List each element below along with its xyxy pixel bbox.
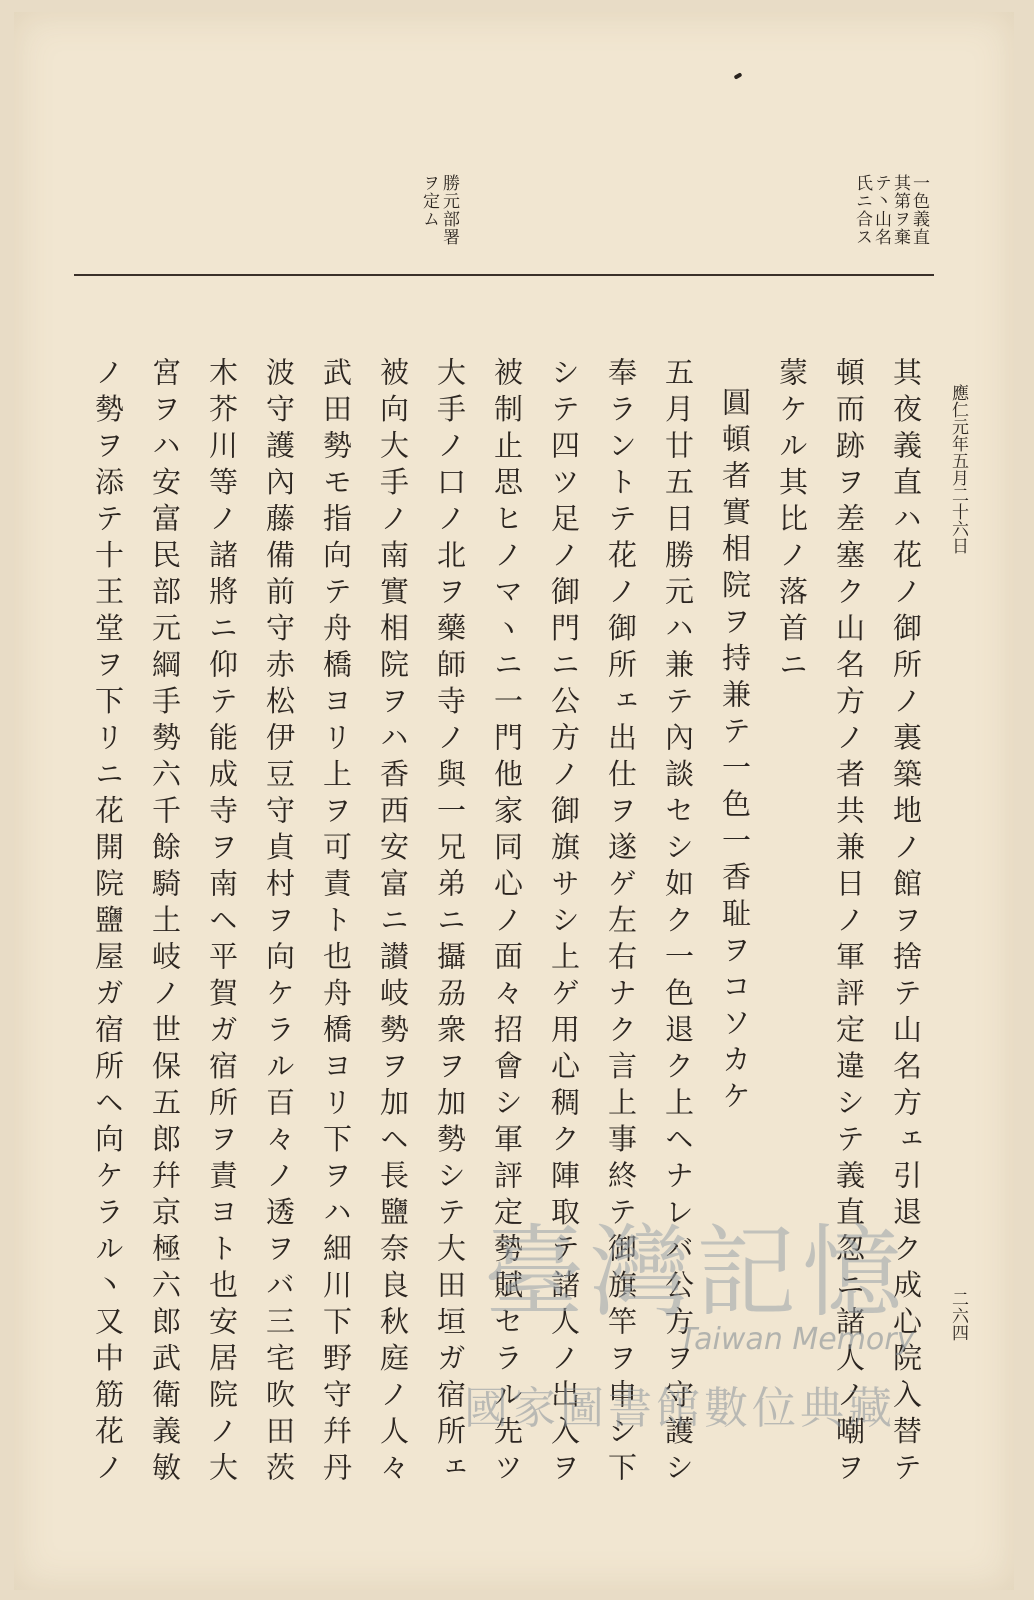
side-note-1: 一色義直 <box>909 174 929 246</box>
side-note-2: 其第ヲ棄 <box>890 174 910 246</box>
text-column-9: 大手ノ口ノ北ヲ藥師寺ノ與一兄弟ニ攝刕衆ヲ加勢シテ大田垣ガ宿所ェ <box>433 357 467 1489</box>
watermark-org: 國家圖書館數位典藏 <box>464 1383 896 1434</box>
text-column-8: 被制止思ヒノマヽニ一門他家同心ノ面々招會シ軍評定勢賦セラル先ツ <box>490 357 524 1489</box>
text-column-7: シテ四ツ足ノ御門ニ公方ノ御旗サシ上ゲ用心稠ク陣取テ諸人ノ出入ヲ <box>547 357 581 1489</box>
watermark-title: 臺灣記憶 <box>484 1214 908 1331</box>
text-column-12: 波守護內藤備前守赤松伊豆守貞村ヲ向ケラル百々ノ透ヲバ三宅吹田茨 <box>262 357 296 1489</box>
running-head: 應仁元年五月二十六日 <box>948 384 968 554</box>
text-column-2: 頓而跡ヲ差塞ク山名方ノ者共兼日ノ軍評定違シテ義直忽ニ諸人ノ嘲ヲ <box>832 357 866 1489</box>
header-rule <box>74 274 934 276</box>
side-note-3: テ丶山名 <box>871 174 891 246</box>
text-column-15: ノ勢ヲ添テ十王堂ヲ下リニ花開院鹽屋ガ宿所ヘ向ケラル丶又中筋花ノ <box>91 357 125 1489</box>
text-column-6: 奉ラントテ花ノ御所ェ出仕ヲ遂ゲ左右ナク言上事終テ御旗竿ヲ申シ下 <box>604 357 638 1489</box>
page-number: 二六四 <box>948 1290 968 1341</box>
text-column-14: 宮ヲハ安富民部元綱手勢六千餘騎土岐ノ世保五郎幷京極六郎武衛義敏 <box>148 357 182 1489</box>
watermark-subtitle: Taiwan Memory <box>679 1322 915 1357</box>
side-note-4: 氏ニ合ス <box>852 174 872 246</box>
ink-speck <box>734 72 743 79</box>
text-column-10: 被向大手ノ南實相院ヲハ香西安富ニ讃岐勢ヲ加ヘ長鹽奈良秋庭ノ人々 <box>376 357 410 1489</box>
side-note-5: 勝元部署 <box>439 174 459 246</box>
text-column-5: 五月廿五日勝元ハ兼テ內談セシ如ク一色退ク上ヘナレバ公方ヲ守護シ <box>661 357 695 1489</box>
book-page <box>14 12 1014 1590</box>
text-column-4: 圓頓者實相院ヲ持兼テ一色一香耻ヲコソカケ <box>718 387 752 1117</box>
text-column-3: 蒙ケル其比ノ落首ニ <box>775 357 809 686</box>
text-column-1: 其夜義直ハ花ノ御所ノ裏築地ノ館ヲ捨テ山名方ェ引退ク成心院入替テ <box>889 357 923 1489</box>
text-column-13: 木芥川等ノ諸將ニ仰テ能成寺ヲ南ヘ平賀ガ宿所ヲ責ヨト也安居院ノ大 <box>205 357 239 1489</box>
text-column-11: 武田勢モ指向テ舟橋ヨリ上ヲ可責ト也舟橋ヨリ下ヲハ細川下野守幷丹 <box>319 357 353 1489</box>
side-note-6: ヲ定ム <box>419 174 439 228</box>
